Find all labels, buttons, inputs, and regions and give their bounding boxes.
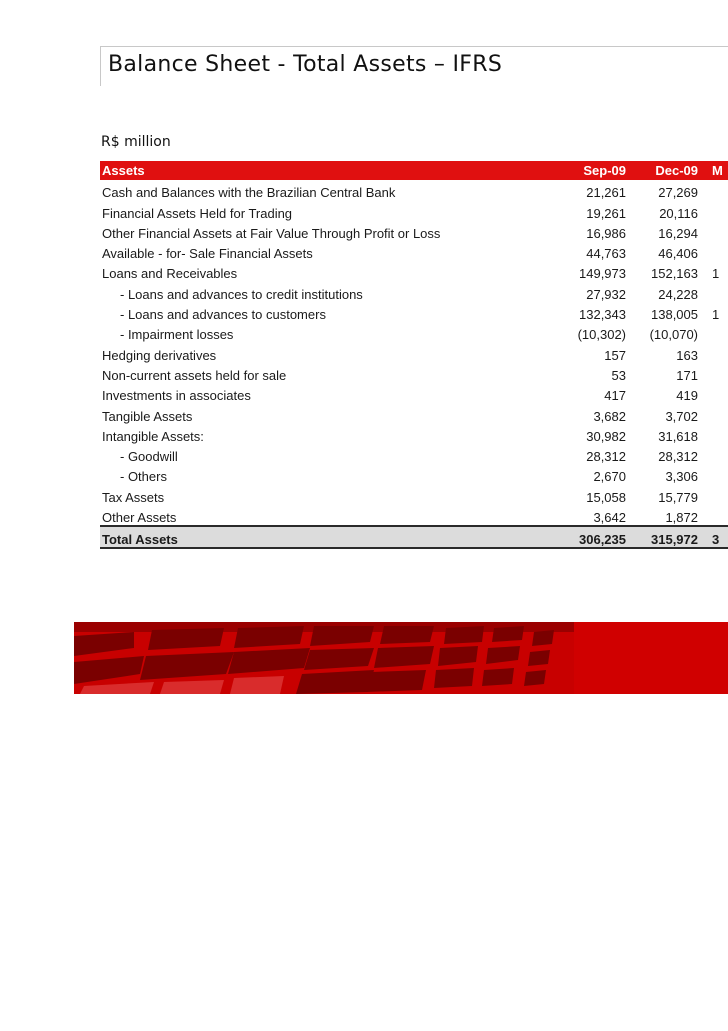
header-period: Dec-09 [634,161,706,180]
row-value: 417 [604,388,626,404]
row-value [706,241,728,261]
table-row [100,342,728,362]
row-label: Cash and Balances with the Brazilian Central Bank [102,185,396,201]
row-label: Other Assets [102,510,177,526]
table-row [100,261,728,281]
row-label: Other Financial Assets at Fair Value Through Profit or Loss [102,225,441,241]
row-label: Non-current assets held for sale [102,367,287,383]
table-row [100,180,728,200]
row-value [706,221,728,241]
row-value: 1 [712,307,720,323]
row-value: 152,163 [651,266,698,282]
row-value: 21,261 [586,185,626,201]
row-value: 53 [611,367,626,383]
decorative-banner [74,622,728,694]
row-value [706,281,728,301]
row-value [706,444,728,464]
row-value: 3,682 [593,408,626,424]
row-value [706,383,728,403]
row-value: 2,670 [593,469,626,485]
total-row [100,526,728,548]
table-row [100,505,728,526]
table-row [100,444,728,464]
table-row [100,383,728,403]
total-value: 306,235 [562,526,634,548]
table-row [100,200,728,220]
row-value: 31,618 [658,428,698,444]
row-value: (10,302) [577,327,626,343]
row-value [706,403,728,423]
row-value: 27,269 [658,185,698,201]
table-row [100,322,728,342]
row-value: 30,982 [586,428,626,444]
row-label: - Loans and advances to customers [120,307,326,323]
row-label: - Others [120,469,167,485]
row-value: 15,058 [586,489,626,505]
row-value: 16,294 [658,225,698,241]
header-period: M [706,161,728,180]
row-value: 19,261 [586,205,626,221]
row-label: Loans and Receivables [102,266,238,282]
table-row [100,241,728,261]
header-period: Sep-09 [562,161,634,180]
row-value: 16,986 [586,225,626,241]
row-value [706,464,728,484]
total-label: Total Assets [100,526,562,548]
row-value: 138,005 [651,307,698,323]
table-row [100,403,728,423]
row-value: 419 [676,388,698,404]
row-label: Hedging derivatives [102,347,217,363]
row-value [706,342,728,362]
row-label: Tangible Assets [102,408,193,424]
total-value: 315,972 [634,526,706,548]
row-value: 28,312 [658,449,698,465]
row-label: Available - for- Sale Financial Assets [102,246,313,262]
row-value: (10,070) [649,327,698,343]
row-value: 1 [712,266,720,282]
table-row [100,363,728,383]
row-value [706,363,728,383]
table-header-row [100,161,728,180]
row-value: 28,312 [586,449,626,465]
unit-label: R$ million [101,134,171,150]
row-value: 46,406 [658,246,698,262]
row-value: 15,779 [658,489,698,505]
table-row [100,281,728,301]
row-value: 163 [676,347,698,363]
row-label: Tax Assets [102,489,165,505]
row-value: 3,306 [665,469,698,485]
row-value: 3,702 [665,408,698,424]
page-title: Balance Sheet - Total Assets – IFRS [108,52,503,77]
row-value [706,505,728,526]
banner-pattern [74,622,728,694]
total-value: 3 [706,526,728,548]
row-value: 24,228 [658,286,698,302]
table-row [100,221,728,241]
row-label: - Goodwill [120,449,178,465]
row-label: Investments in associates [102,388,251,404]
row-value [706,424,728,444]
row-value: 149,973 [579,266,626,282]
table-row [100,302,728,322]
balance-sheet-table [100,161,728,549]
row-value [706,484,728,504]
row-value [706,180,728,200]
row-label: - Loans and advances to credit institutions [120,286,363,302]
row-label: Financial Assets Held for Trading [102,205,293,221]
row-value [706,322,728,342]
row-value: 3,642 [593,510,626,526]
row-value: 20,116 [659,205,698,221]
row-label: Intangible Assets: [102,428,204,444]
row-value: 171 [676,367,698,383]
header-assets: Assets [100,161,562,180]
table-row [100,424,728,444]
row-value: 27,932 [586,286,626,302]
row-value [706,200,728,220]
row-label: - Impairment losses [120,327,234,343]
table-row [100,464,728,484]
row-value: 157 [604,347,626,363]
row-value: 132,343 [579,307,626,323]
table-row [100,484,728,504]
row-value: 44,763 [586,246,626,262]
row-value: 1,872 [665,510,698,526]
